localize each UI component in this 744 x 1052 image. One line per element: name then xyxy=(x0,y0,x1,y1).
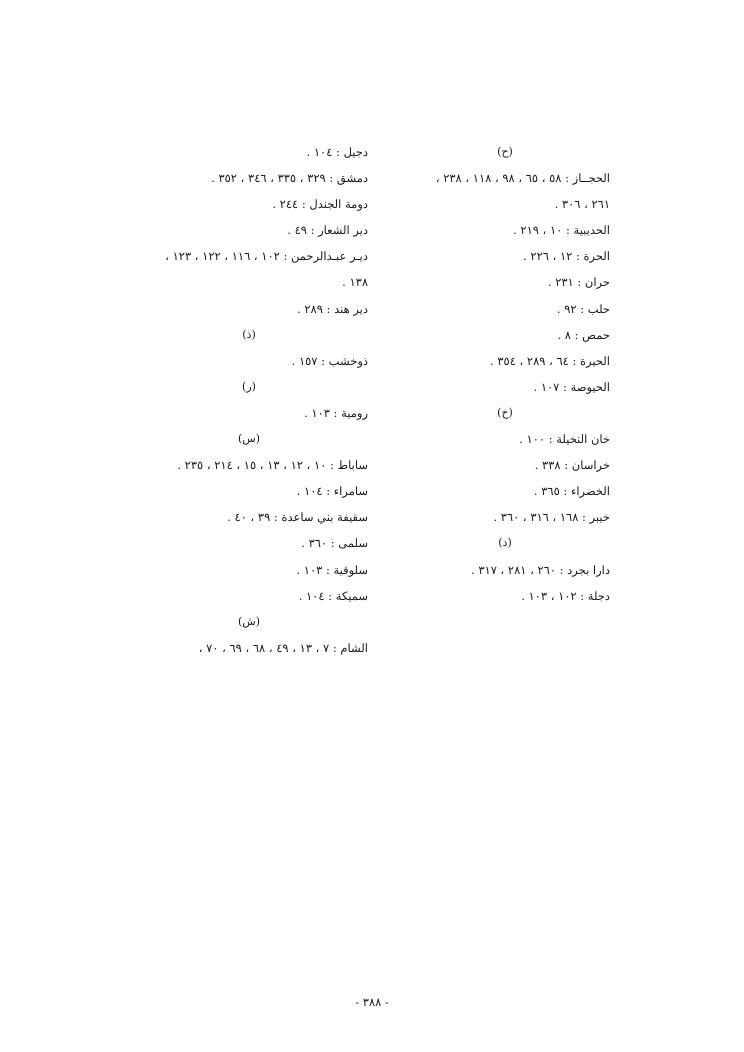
index-entry: الخضراء : ٣٦٥ . xyxy=(533,484,610,499)
section-heading-dhal: (ذ) xyxy=(242,327,256,341)
index-entry: رومية : ١٠٣ . xyxy=(304,405,368,420)
section-heading-kha: (خ) xyxy=(497,405,513,419)
index-column-left xyxy=(130,139,368,661)
index-entry: الحرة : ١٢ ، ٢٢٦ . xyxy=(523,249,610,264)
index-entry: دمشق : ٣٢٩ ، ٣٣٥ ، ٣٤٦ ، ٣٥٢ . xyxy=(211,171,368,186)
index-entry: خراسان : ٣٣٨ . xyxy=(534,458,610,473)
section-heading-dal: (د) xyxy=(498,536,512,550)
index-entry: دجلة : ١٠٢ ، ١٠٣ . xyxy=(521,588,610,603)
index-column-right xyxy=(400,139,610,609)
index-entry: الحيوصة : ١٠٧ . xyxy=(533,379,610,394)
index-entry: سميكة : ١٠٤ . xyxy=(298,588,368,603)
index-entry: خيبر : ١٦٨ ، ٣١٦ ، ٣٦٠ . xyxy=(493,510,610,525)
page-number: - ٣٨٨ - xyxy=(355,995,389,1009)
section-heading-ra: (ر) xyxy=(242,379,256,393)
index-entry: الحجــاز : ٥٨ ، ٦٥ ، ٩٨ ، ١١٨ ، ٢٣٨ ، xyxy=(435,171,610,186)
index-entry: حلب : ٩٢ . xyxy=(556,301,610,316)
section-heading-sin: (س) xyxy=(237,432,260,446)
index-entry: سلوقية : ١٠٣ . xyxy=(296,562,368,577)
index-entry: سقيفة بني ساعدة : ٣٩ ، ٤٠ . xyxy=(227,510,368,525)
index-entry-continuation: ٢٦١ ، ٣٠٦ . xyxy=(554,197,610,212)
index-entry: دومة الجندل : ٢٤٤ . xyxy=(272,197,368,212)
index-entry: الشام : ٧ ، ١٣ ، ٤٩ ، ٦٨ ، ٦٩ ، ٧٠ ، xyxy=(198,640,368,655)
index-entry: دارا بجرد : ٢٦٠ ، ٢٨١ ، ٣١٧ . xyxy=(471,562,610,577)
index-entry: حمص : ٨ . xyxy=(557,327,610,342)
index-entry: ديـر عبـدالرحمن : ١٠٢ ، ١١٦ ، ١٢٢ ، ١٢٣ ، xyxy=(165,249,368,264)
index-entry: دير هند : ٢٨٩ . xyxy=(297,301,368,316)
index-entry: الحيرة : ٦٤ ، ٢٨٩ ، ٣٥٤ . xyxy=(490,353,610,368)
index-entry: ساباط : ١٠ ، ١٢ ، ١٣ ، ١٥ ، ٢١٤ ، ٢٣٥ . xyxy=(177,458,368,473)
index-entry: سامراء : ١٠٤ . xyxy=(296,484,368,499)
index-entry: سلمى : ٣٦٠ . xyxy=(301,536,368,551)
section-heading-ha: (ح) xyxy=(497,145,513,158)
index-entry: دير الشعار : ٤٩ . xyxy=(287,223,368,238)
index-entry: دجيل : ١٠٤ . xyxy=(306,145,368,159)
index-entry: خان النخيلة : ١٠٠ . xyxy=(519,432,610,447)
section-heading-shin: (ش) xyxy=(237,614,260,628)
index-entry: الحديبية : ١٠ ، ٢١٩ . xyxy=(513,223,610,238)
index-entry: ذوخشب : ١٥٧ . xyxy=(291,353,368,368)
index-entry-continuation: ١٣٨ . xyxy=(342,275,368,290)
index-entry: حران : ٢٣١ . xyxy=(547,275,610,290)
